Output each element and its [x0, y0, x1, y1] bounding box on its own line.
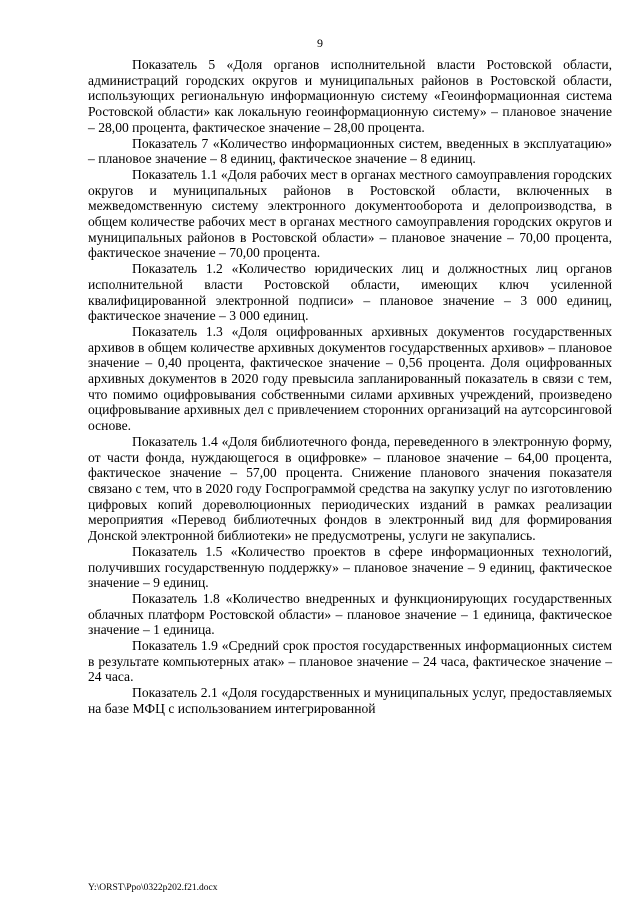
paragraph-indicator-2-1: Показатель 2.1 «Доля государственных и муниципальных услуг, предоставляемых на базе МФЦ с использованием интегрированной: [88, 685, 612, 716]
footer-file-path: Y:\ORST\Ppo\0322p202.f21.docx: [88, 883, 218, 893]
document-body: [88, 57, 612, 717]
paragraph-indicator-1-2: Показатель 1.2 «Количество юридических лиц и должностных лиц органов исполнительной власти Ростовской области, имеющих ключ усиленной квалифицированной электронной подписи» – плановое значение – 3 000 единиц, фактическое значение – 3 000 единиц.: [88, 261, 612, 324]
paragraph-indicator-1-4: Показатель 1.4 «Доля библиотечного фонда, переведенного в электронную форму, от части фонда, нуждающегося в оцифровке» – плановое значение – 64,00 процента, фактическое значение – 57,00 процента. Снижение планового значения показателя связано с тем, что в 2020 году Госпрограммой средства на закупку услуг по изготовлению цифровых копий дореволюционных периодических изданий в рамках реализации мероприятия «Перевод библиотечных фондов в электронный вид для формирования Донской электронной библиотеки» не предусмотрены, услуги не закупались.: [88, 433, 612, 544]
paragraph-indicator-1-8: Показатель 1.8 «Количество внедренных и функционирующих государственных облачных платформ Ростовской области» – плановое значение – 1 единица, фактическое значение – 1 единица.: [88, 590, 612, 638]
page-number: 9: [317, 36, 323, 50]
paragraph-indicator-1-9: Показатель 1.9 «Средний срок простоя государственных информационных систем в результате компьютерных атак» – плановое значение – 24 часа, фактическое значение – 24 часа.: [88, 638, 612, 685]
paragraph-indicator-7: Показатель 7 «Количество информационных систем, введенных в эксплуатацию» – плановое значение – 8 единиц, фактическое значение – 8 единиц.: [88, 135, 612, 167]
paragraph-indicator-1-1: Показатель 1.1 «Доля рабочих мест в органах местного самоуправления городских округов и муниципальных районов в Ростовской области, включенных в межведомственную систему электронного документооборота и делопроизводства, в общем количестве рабочих мест в органах местного самоуправления городских округов и муниципальных районов в Ростовской области» – плановое значение – 70,00 процента, фактическое значение – 70,00 процента.: [88, 166, 612, 261]
paragraph-indicator-1-3: Показатель 1.3 «Доля оцифрованных архивных документов государственных архивов в общем количестве архивных документов государственных архивов» – плановое значение – 0,40 процента, фактическое значение – 0,56 процента. Доля оцифрованных архивных документов в 2020 году превысила запланированный показатель в связи с тем, что помимо оцифровывания собственными силами архивных учреждений, произведено оцифровывание архивных дел с привлечением сторонних организаций на аутсорсинговой основе.: [88, 323, 612, 434]
paragraph-indicator-5: Показатель 5 «Доля органов исполнительной власти Ростовской области, администраций городских округов и муниципальных районов в Ростовской области, использующих региональную информационную систему «Геоинформационная система Ростовской области» как локальную геоинформационную систему» – плановое значение – 28,00 процента, фактическое значение – 28,00 процента.: [88, 57, 612, 135]
paragraph-indicator-1-5: Показатель 1.5 «Количество проектов в сфере информационных технологий, получивших государственную поддержку» – плановое значение – 9 единиц, фактическое значение – 9 единиц.: [88, 543, 612, 591]
